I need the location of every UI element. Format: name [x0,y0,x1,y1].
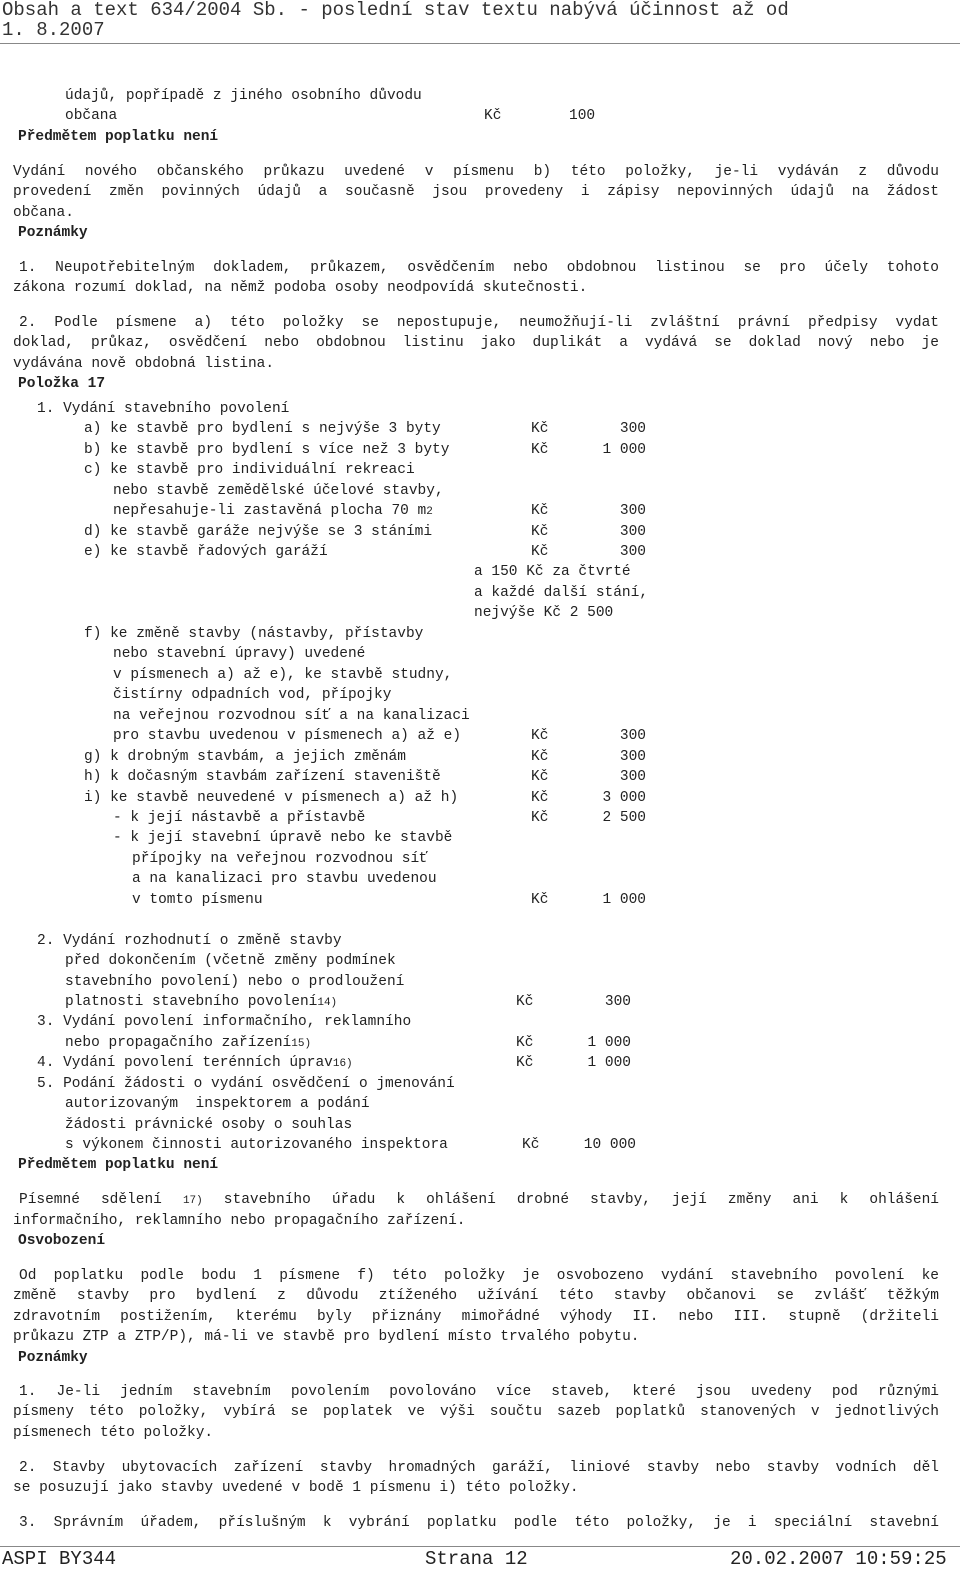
fee-line: autorizovaným inspektorem a podání [65,1096,370,1112]
paragraph-text: Písemné sdělení [19,1192,183,1208]
fee-line: 3. Vydání povolení informačního, reklamního [37,1014,412,1030]
currency-label: Kč [531,503,549,519]
currency-label: Kč [531,790,549,806]
fee-amount: 300 [619,524,646,540]
unit-exponent: 2 [426,506,433,518]
fee-line [65,1033,311,1054]
currency-label: Kč [531,769,549,785]
currency-label: Kč [522,1137,540,1153]
fee-line: na veřejnou rozvodnou síť a na kanalizaci [113,708,470,724]
paragraph-line: zákona rozumí doklad, na němž podoba osoby neodpovídá skutečnosti. [13,280,588,297]
fee-line: i) ke stavbě neuvedené v písmenech a) až h) [84,790,459,806]
fee-line: nejvýše Kč 2 500 [474,605,614,621]
paragraph-line: se posuzují jako stavby uvedené v bodě 1 písmenu i) této položky. [13,1480,579,1497]
fee-line: čistírny odpadních vod, přípojky [113,687,392,703]
note-paragraph [13,1382,939,1443]
paragraph [13,1266,939,1348]
currency-label: Kč [531,810,549,826]
section-heading: Poznámky [18,225,88,241]
fee-line: g) k drobným stavbám, a jejich změnám [84,749,406,765]
fee-line: - k její nástavbě a přístavbě [113,810,366,826]
paragraph-line: 1. Je-li jedním stavebním povolením povolováno více staveb, které jsou uvedeny pod různými [19,1384,939,1400]
footer-divider [0,1546,960,1547]
fee-line: 5. Podání žádosti o vydání osvědčení o jmenování [37,1076,455,1092]
paragraph-line: 2. Stavby ubytovacích zařízení stavby hromadných garáží, liniové stavby nebo stavby vodních děl [19,1460,939,1476]
fee-amount: 100 [569,108,596,124]
paragraph-line: písmenech této položky. [13,1424,214,1441]
fee-line: stavebního povolení) nebo o prodloužení [65,974,405,990]
header-divider [0,43,960,44]
fee-amount: 1 000 [602,442,646,458]
paragraph-line: 2. Podle písmene a) této položky se nepostupuje, neumožňují-li zvláštní právní předpisy vydat [19,315,939,331]
currency-label: Kč [484,108,502,124]
section-heading: Osvobození [18,1233,106,1249]
currency-label: Kč [516,994,534,1010]
fee-line: a) ke stavbě pro bydlení s nejvýše 3 byty [84,421,441,437]
paragraph-line: provedení změn povinných údajů a současně jsou provedeny i zápisy nepovinných údajů na žádost [13,184,939,201]
fee-amount: 2 500 [602,810,646,826]
fee-line: b) ke stavbě pro bydlení s více než 3 byty [84,442,450,458]
paragraph-line: zdravotním postižením, kterému byly přiznány mimořádné výhody II. nebo III. stupně (držiteli [13,1308,939,1325]
item-heading: Položka 17 [18,376,106,392]
fee-amount: 300 [619,421,646,437]
fee-line: f) ke změně stavby (nástavby, přístavby [84,626,424,642]
paragraph-line: doklad, průkaz, osvědčení nebo obdobnou listinu jako duplikát a vydává se doklad nový nebo je [13,335,939,352]
footnote-ref: 14) [317,997,338,1009]
fee-amount: 300 [619,728,646,744]
paragraph-line: Od poplatku podle bodu 1 písmene f) této položky je osvobozeno vydání stavebního povolení ke [19,1268,939,1284]
currency-label: Kč [531,892,549,908]
fee-amount: 300 [619,769,646,785]
paragraph [13,162,939,223]
fee-line: h) k dočasným stavbám zařízení staveniště [84,769,441,785]
paragraph-line: občana. [13,204,74,221]
fee-line [113,501,433,522]
paragraph-line: písmeny této položky, vybírá se poplatek ve výši součtu sazeb poplatků stanovených v jednotlivých [13,1404,939,1421]
section-heading: Poznámky [18,1350,88,1366]
fee-line-text: nebo propagačního zařízení [65,1035,292,1051]
currency-label: Kč [531,524,549,540]
currency-label: Kč [531,749,549,765]
fee-amount: 3 000 [602,790,646,806]
fee-amount: 1 000 [602,892,646,908]
paragraph-line: vydávána nově obdobná listina. [13,355,275,372]
fee-line-text: platnosti stavebního povolení [65,994,318,1010]
note-paragraph [13,313,939,374]
fee-amount: 300 [619,749,646,765]
document-header-date: 1. 8.2007 [2,19,105,41]
document-header-title: Obsah a text 634/2004 Sb. - poslední stav textu nabývá účinnost až od [2,0,789,21]
section-heading: Předmětem poplatku není [18,1157,219,1173]
currency-label: Kč [531,544,549,560]
paragraph-line: 3. Správním úřadem, příslušným k vybrání poplatku podle této položky, je i speciální stavební [19,1515,939,1531]
currency-label: Kč [516,1055,534,1071]
footnote-ref: 16) [332,1058,353,1070]
currency-label: Kč [531,421,549,437]
fee-line: a 150 Kč za čtvrté [474,564,631,580]
footer-timestamp: 20.02.2007 10:59:25 [730,1548,947,1570]
note-paragraph [13,258,939,299]
fee-line: 2. Vydání rozhodnutí o změně stavby [37,933,342,949]
fee-line: pro stavbu uvedenou v písmenech a) až e) [113,728,462,744]
paragraph-line: průkazu ZTP a ZTP/P), má-li ve stavbě pro bydlení místo trvalého pobytu. [13,1329,640,1346]
paragraph-text: stavebního úřadu k ohlášení drobné stavby, její změny ani k ohlášení [202,1192,939,1208]
fee-amount: 1 000 [587,1035,631,1051]
fee-line: v písmenech a) až e), ke stavbě studny, [113,667,453,683]
fee-line-text: 4. Vydání povolení terénních úprav [37,1055,333,1071]
fee-line: s výkonem činnosti autorizovaného inspektora [65,1137,448,1153]
paragraph-line: informačního, reklamního nebo propagačního zařízení. [13,1213,466,1230]
section-heading: Předmětem poplatku není [18,129,219,145]
fee-line: d) ke stavbě garáže nejvýše se 3 stáními [84,524,433,540]
fee-line: občana [65,108,118,124]
fee-line: 1. Vydání stavebního povolení [37,401,290,417]
fee-amount: 10 000 [583,1137,636,1153]
fee-line: před dokončením (včetně změny podmínek [65,953,396,969]
fee-line: c) ke stavbě pro individuální rekreaci [84,462,415,478]
fee-line: nebo stavební úpravy) uvedené [113,646,366,662]
currency-label: Kč [531,442,549,458]
paragraph-line: 1. Neupotřebitelným dokladem, průkazem, osvědčením nebo obdobnou listinou se pro účely tohoto [19,260,939,276]
note-paragraph [13,1513,939,1533]
footnote-ref: 17) [182,1195,203,1207]
footer-source: ASPI BY344 [2,1548,117,1570]
paragraph-line: Vydání nového občanského průkazu uvedené v písmenu b) této položky, je-li vydáván z důvodu [13,164,939,180]
fee-line: žádosti právnické osoby o souhlas [65,1117,353,1133]
fee-amount: 300 [619,503,646,519]
fee-line-text: nepřesahuje-li zastavěná plocha 70 m [113,503,427,519]
fee-line: a na kanalizaci pro stavbu uvedenou [132,871,437,887]
footnote-ref: 15) [291,1038,312,1050]
currency-label: Kč [531,728,549,744]
fee-line: - k její stavební úpravě nebo ke stavbě [113,830,453,846]
note-paragraph [13,1458,939,1499]
fee-amount: 1 000 [587,1055,631,1071]
footer-page-number: Strana 12 [425,1548,528,1570]
fee-line: údajů, popřípadě z jiného osobního důvodu [65,88,422,104]
fee-amount: 300 [619,544,646,560]
fee-line: přípojky na veřejnou rozvodnou síť [132,851,428,867]
fee-line [65,992,337,1013]
fee-amount: 300 [604,994,631,1010]
fee-line: e) ke stavbě řadových garáží [84,544,328,560]
paragraph [13,1190,939,1232]
currency-label: Kč [516,1035,534,1051]
fee-line: v tomto písmenu [132,892,263,908]
paragraph-line [13,1190,939,1211]
fee-line: nebo stavbě zemědělské účelové stavby, [113,483,444,499]
fee-line [37,1053,353,1074]
fee-line: a každé další stání, [474,585,649,601]
paragraph-line: změně stavby pro bydlení z důvodu ztíženého užívání této stavby občanovi se zvlášť těžkým [13,1288,939,1305]
